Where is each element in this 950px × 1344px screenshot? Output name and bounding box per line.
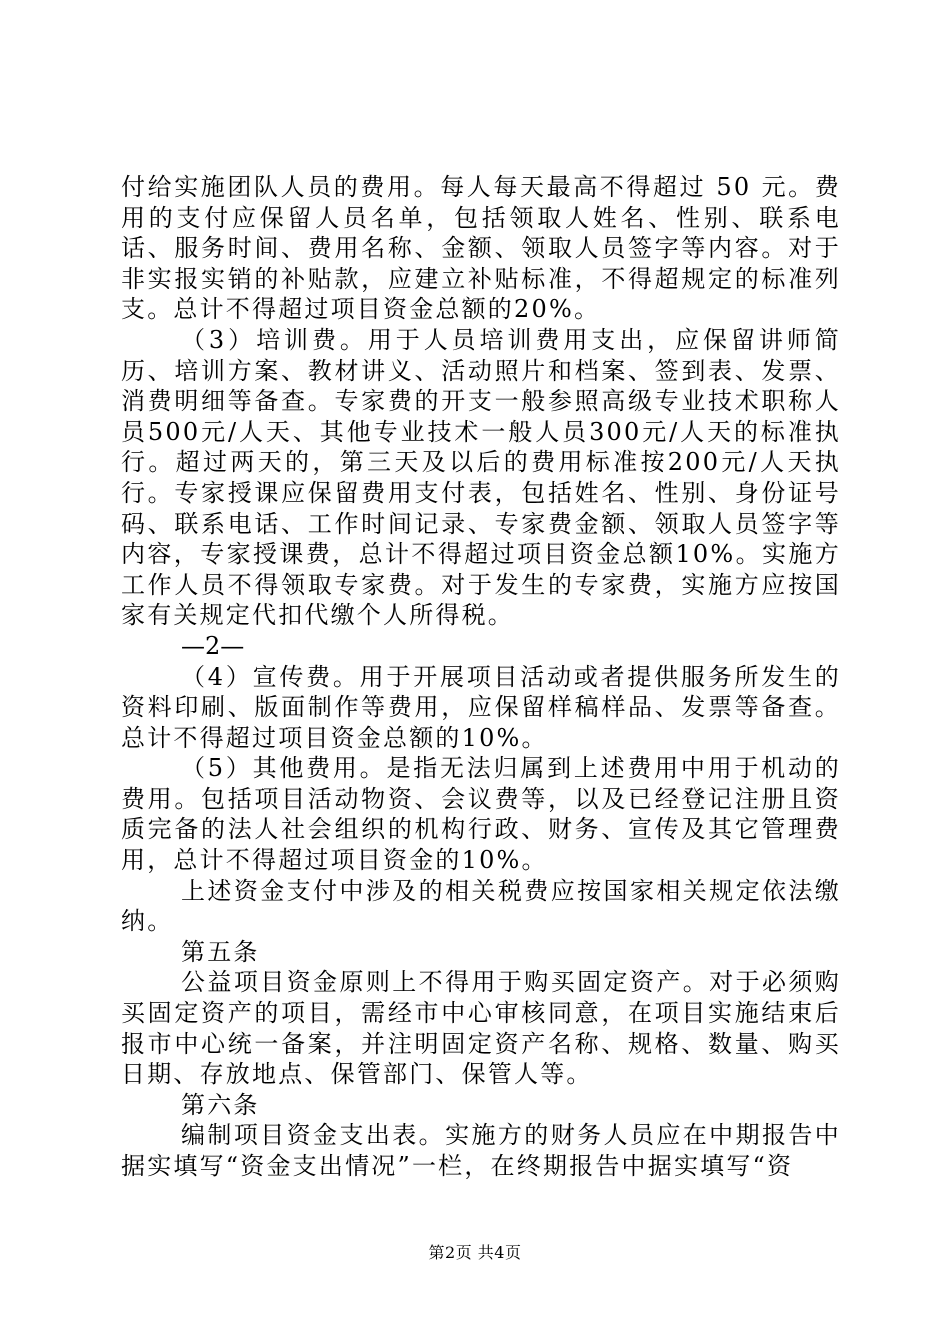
article-heading-6: 第六条	[181, 1090, 260, 1119]
page-footer: 第2页 共4页	[428, 1243, 522, 1262]
paragraph-staff-fees: 付给实施团队人员的费用。每人每天最高不得超过 50 元。费用的支付应保留人员名单，包括领取人姓名、性别、联系电话、服务时间、费用名称、金额、领取人员签字等内容。对于非实报实销的补贴款，应建立补贴标准，不得超规定的标准列支。总计不得超过项目资金总额的20%。	[121, 173, 841, 324]
paragraph-other-fees: （5）其他费用。是指无法归属到上述费用中用于机动的费用。包括项目活动物资、会议费等，以及已经登记注册且资质完备的法人社会组织的机构行政、财务、宣传及其它管理费用，总计不得超过项目资金的10%。	[121, 754, 841, 875]
paragraph-fixed-assets: 公益项目资金原则上不得用于购买固定资产。对于必须购买固定资产的项目，需经市中心审核同意，在项目实施结束后报市中心统一备案，并注明固定资产名称、规格、数量、购买日期、存放地点、保管部门、保管人等。	[121, 968, 841, 1089]
document-body	[121, 172, 841, 1182]
paragraph-training-fees: （3）培训费。用于人员培训费用支出，应保留讲师简历、培训方案、教材讲义、活动照片和档案、签到表、发票、消费明细等备查。专家费的开支一般参照高级专业技术职称人员500元/人天、其他专业技术一般人员300元/人天的标准执行。超过两天的，第三天及以后的费用标准按200元/人天执行。专家授课应保留费用支付表，包括姓名、性别、身份证号码、联系电话、工作时间记录、专家费金额、领取人员签字等内容，专家授课费，总计不得超过项目资金总额10%。实施方工作人员不得领取专家费。对于发生的专家费，实施方应按国家有关规定代扣代缴个人所得税。	[121, 325, 841, 630]
paragraph-expense-table: 编制项目资金支出表。实施方的财务人员应在中期报告中据实填写“资金支出情况”一栏，在终期报告中据实填写“资	[121, 1121, 841, 1180]
inline-page-marker: —2—	[181, 631, 245, 660]
article-heading-5: 第五条	[181, 937, 260, 966]
paragraph-taxes: 上述资金支付中涉及的相关税费应按国家相关规定依法缴纳。	[121, 876, 841, 936]
paragraph-publicity-fees: （4）宣传费。用于开展项目活动或者提供服务所发生的资料印刷、版面制作等费用，应保留样稿样品、发票等备查。总计不得超过项目资金总额的10%。	[121, 662, 841, 752]
